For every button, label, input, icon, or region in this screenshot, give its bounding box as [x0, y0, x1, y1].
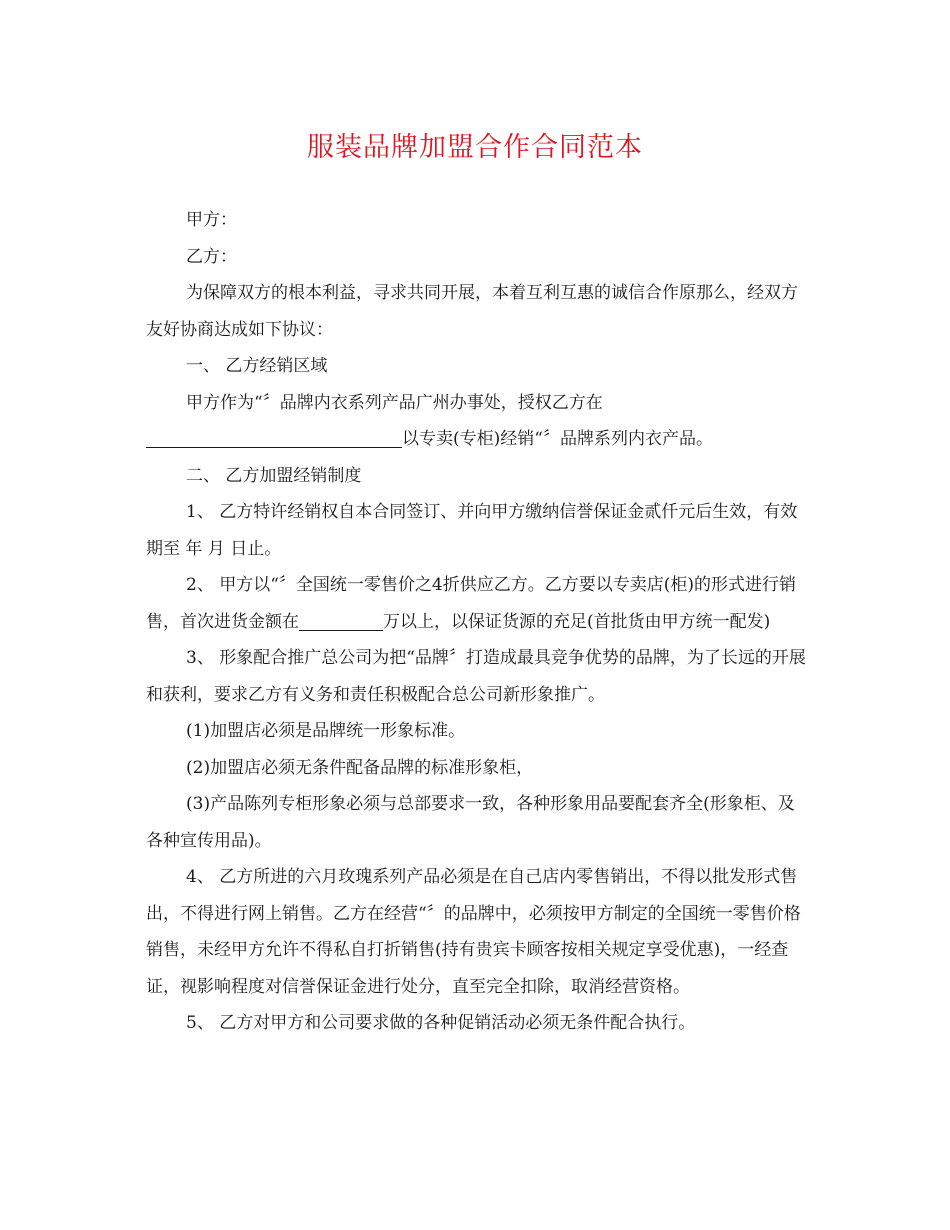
clause-1: 1、 乙方特许经销权自本合同签订、并向甲方缴纳信誉保证金贰仟元后生效，有效期至 年 月 日止。 [146, 502, 798, 559]
party-a-line: 甲方： [186, 210, 237, 230]
section1-text-before: 甲方作为“〞品牌内衣系列产品广州办事处，授权乙方在 [186, 392, 603, 413]
section2-heading: 二、 乙方加盟经销制度 [186, 465, 362, 486]
clause-3-item-2: (2)加盟店必须无条件配备品牌的标准形象柜， [186, 757, 534, 778]
party-b-line: 乙方： [186, 246, 237, 267]
clause-4: 4、 乙方所进的六月玫瑰系列产品必须是在自己店内零售销出，不得以批发形式售出，不得进行网上销售。乙方在经营“〞的品牌中，必须按甲方制定的全国统一零售价格销售，未经甲方允许不得私自打折销售(持有贵宾卡顾客按相关规定享受优惠)，一经查证，视影响程度对信誉保证金进行处分，直至完全扣除，取消经营资格。 [146, 867, 801, 997]
amount-blank-line [299, 608, 383, 631]
clause-3: 3、 形象配合推广总公司为把“品牌〞打造成最具竞争优势的品牌，为了长远的开展和获利，要求乙方有义务和责任积极配合总公司新形象推广。 [146, 648, 806, 705]
region-blank-line [146, 425, 402, 448]
section1-paragraph [146, 385, 806, 458]
document-title: 服装品牌加盟合作合同范本 [307, 132, 643, 163]
clause2-text-before: 2、 甲方以“〞全国统一零售价之4折供应乙方。乙方要以专卖店(柜)的形式进行销售，首次进货金额在 [146, 575, 796, 632]
clause-5: 5、 乙方对甲方和公司要求做的各种促销活动必须无条件配合执行。 [186, 1013, 696, 1033]
section1-text-after: 以专卖(专柜)经销“〞品牌系列内衣产品。 [402, 429, 713, 449]
clause-3-item-3: (3)产品陈列专柜形象必须与总部要求一致，各种形象用品要配套齐全(形象柜、及各种宣传用品)。 [146, 794, 795, 851]
clause-2 [146, 567, 806, 640]
clause-3-item-1: (1)加盟店必须是品牌统一形象标准。 [186, 721, 466, 741]
preamble-paragraph: 为保障双方的根本利益，寻求共同开展，本着互利互惠的诚信合作原那么，经双方友好协商达成如下协议： [146, 283, 798, 340]
clause2-text-after: 万以上，以保证货源的充足(首批货由甲方统一配发) [383, 611, 771, 632]
document-body [146, 202, 806, 1042]
section1-heading: 一、 乙方经销区域 [186, 356, 328, 376]
